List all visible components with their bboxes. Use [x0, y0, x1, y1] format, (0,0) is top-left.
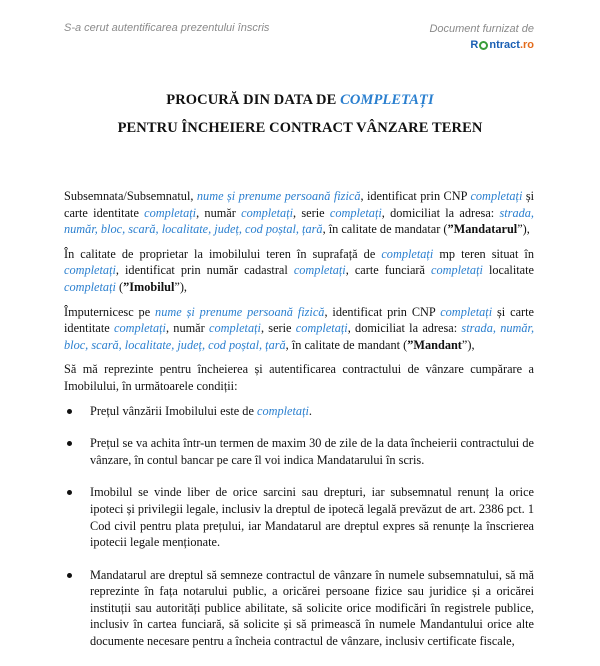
provider-note: Document furnizat de: [429, 23, 534, 35]
fill-field[interactable]: nume și prenume persoană fizică: [196, 189, 361, 203]
defined-term: ”Imobilul: [123, 279, 175, 294]
text: , identificat prin număr cadastral: [115, 263, 288, 278]
text: ”),: [517, 222, 530, 237]
text: , serie: [293, 205, 325, 220]
defined-term: ”Mandant: [407, 337, 462, 352]
fill-field[interactable]: completați: [329, 205, 382, 220]
text: (: [119, 279, 124, 294]
fill-field[interactable]: completați: [381, 246, 434, 261]
defined-term: ”Mandatarul: [447, 222, 518, 237]
logo-ring-icon: [479, 41, 488, 50]
fill-field[interactable]: completați: [431, 263, 483, 278]
fill-field[interactable]: completați: [293, 263, 346, 278]
title-prefix: PROCURĂ DIN DATA DE: [166, 92, 337, 108]
logo-text-post: ntract: [489, 39, 520, 51]
text: Subsemnata/Subsemnatul,: [64, 189, 194, 203]
paragraph-mandant: [64, 304, 534, 354]
document-subtitle: PENTRU ÎNCHEIERE CONTRACT VÂNZARE TEREN: [117, 120, 483, 136]
fill-field[interactable]: completați: [241, 205, 294, 220]
text: În calitate de proprietar la imobilului teren în suprafață de: [64, 246, 376, 261]
list-item: Mandatarul are dreptul să semneze contractul de vânzare în numele subsemnatului, să mă reprezinte în fața notarului public, a oricărei persoane fizice sau juridice și a oricărei instituții sau autorități publice abilitate, să solicite orice modificări în registrele publice, inclusiv în cartea funciară, să solicite și să primească în numele Mandantului orice alte documente necesare pentru a încheia contractul de vânzare, inclusiv certificate fiscale,: [64, 567, 534, 650]
text: Prețul vânzării Imobilului este de: [90, 403, 254, 418]
paragraph-conditions-intro: Să mă reprezinte pentru încheierea și autentificarea contractului de vânzare cumpărare a Imobilului, în următoarele condiții:: [64, 362, 534, 393]
fill-field[interactable]: strada, număr, bloc, scară, localitate, județ, cod poștal, țară: [64, 321, 535, 352]
logo-text-pre: R: [470, 39, 479, 51]
text: și carte identitate: [64, 189, 535, 220]
paragraph-imobil: [64, 246, 534, 296]
text: , număr: [196, 205, 236, 220]
text: și carte identitate: [64, 304, 534, 336]
list-item: Prețul se va achita într-un termen de maxim 30 de zile de la data încheierii contractului de vânzare, în contul bancar pe care îl voi indica Mandatarului în scris.: [64, 435, 534, 468]
fill-field[interactable]: completați: [209, 321, 261, 336]
fill-field[interactable]: completați: [470, 189, 523, 203]
title-date-field[interactable]: COMPLETAȚI: [340, 92, 434, 108]
fill-field[interactable]: completați: [64, 279, 116, 294]
text: ”),: [461, 337, 475, 352]
text: ”),: [174, 279, 188, 294]
contract-ro-logo[interactable]: [470, 38, 534, 52]
provider-block: [429, 22, 534, 52]
list-item: [64, 403, 534, 420]
text: , în calitate de mandant (: [285, 337, 408, 352]
text: , în calitate de mandatar (: [322, 222, 448, 237]
fill-field[interactable]: nume și prenume persoană fizică: [155, 304, 325, 319]
fill-field[interactable]: strada, număr, bloc, scară, localitate, județ, cod poștal, țară: [64, 205, 534, 237]
fill-field[interactable]: completați: [144, 205, 197, 220]
text: mp teren situat în: [439, 246, 534, 261]
text: Împuternicesc pe: [64, 304, 151, 319]
text: .: [308, 403, 312, 418]
document-title: [0, 92, 600, 109]
logo-tld: .ro: [519, 39, 534, 51]
text: , identificat prin CNP: [324, 304, 436, 319]
paragraph-mandatar: [64, 188, 534, 238]
text: , domiciliat la adresa:: [347, 321, 458, 336]
text: , carte funciară: [345, 263, 425, 278]
list-item: Imobilul se vinde liber de orice sarcini sau drepturi, iar subsemnatul renunț la orice ipoteci și privilegii legale, inclusiv la dreptul de ipotecă legală prevăzut de art. 2386 pct. 1 Cod civil pentru plata prețului, iar Mandatarul are dreptul expres să renunțe la înscrierea ipotecii legale menționate.: [64, 484, 534, 550]
fill-field[interactable]: completați: [114, 321, 166, 336]
fill-field[interactable]: completați: [257, 403, 309, 418]
text: , număr: [165, 321, 205, 336]
text: , serie: [260, 321, 292, 336]
text: , domiciliat la adresa:: [381, 205, 495, 220]
text: , identificat prin CNP: [360, 189, 467, 203]
fill-field[interactable]: completați: [295, 321, 348, 336]
conditions-list: [64, 403, 534, 650]
text: localitate: [488, 263, 535, 278]
fill-field[interactable]: completați: [64, 263, 116, 278]
document-body: [64, 188, 534, 666]
fill-field[interactable]: completați: [440, 304, 493, 319]
authentication-note: S-a cerut autentificarea prezentului înscris: [64, 22, 270, 34]
